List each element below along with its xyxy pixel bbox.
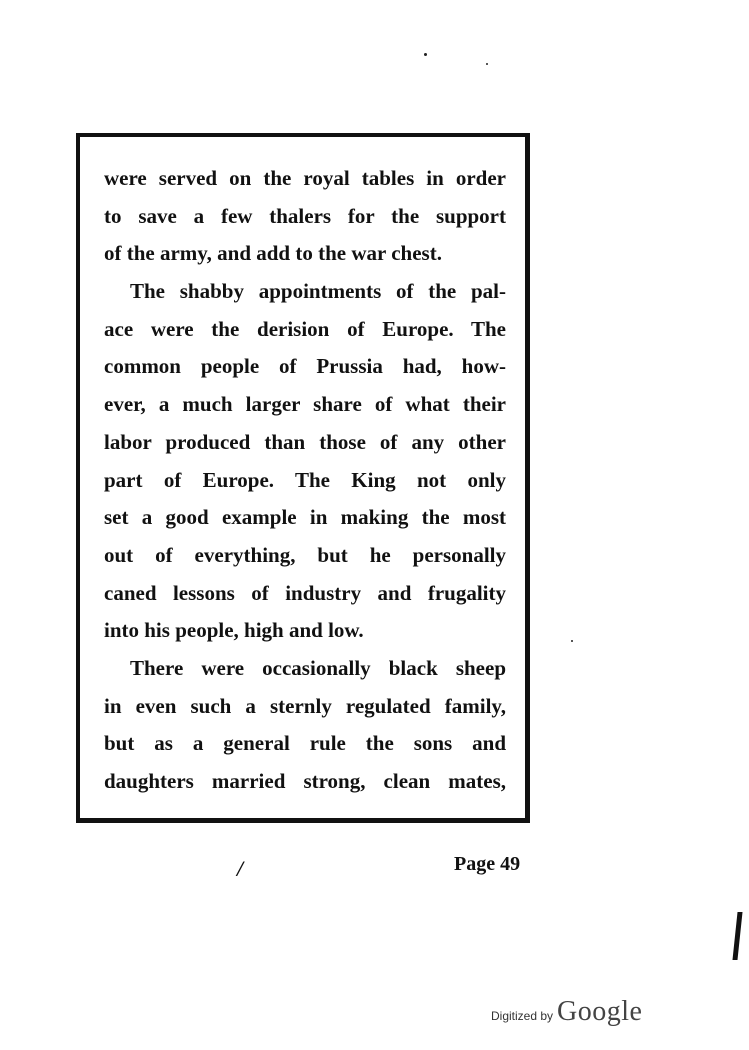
text-line: were served on the royal tables in order [104,166,506,190]
text-line: into his people, high and low. [104,618,364,643]
text-line: of the army, and add to the war chest. [104,241,442,266]
scan-speck [424,53,427,56]
text-line: but as a general rule the sons and [104,731,506,756]
scan-edge-mark [732,912,742,960]
text-line: common people of Prussia had, how- [104,354,506,379]
text-line: caned lessons of industry and frugality [104,580,506,605]
text-line: to save a few thalers for the support [104,203,506,228]
text-line: ace were the derision of Europe. The [104,316,506,341]
text-line: set a good example in making the most [104,505,506,530]
page-number: Page 49 [454,853,521,875]
text-line: out of everything, but he personally [104,542,506,567]
text-line: The shabby appointments of the pal- [130,279,506,304]
text-line: labor produced than those of any other [104,429,506,454]
text-line: ever, a much larger share of what their [104,392,506,417]
text-line: There were occasionally black sheep [130,655,506,680]
text-line: part of Europe. The King not only [104,467,506,492]
body-text [104,160,506,801]
digitized-by-google-watermark [491,996,642,1028]
google-logo: Google [557,996,643,1027]
watermark-prefix: Digitized by [491,1009,554,1023]
scan-speck [571,640,573,642]
text-line: daughters married strong, clean mates, [104,769,506,793]
scan-speck [486,63,488,65]
footer-mark: / [237,856,244,881]
text-line: in even such a sternly regulated family, [104,693,506,718]
